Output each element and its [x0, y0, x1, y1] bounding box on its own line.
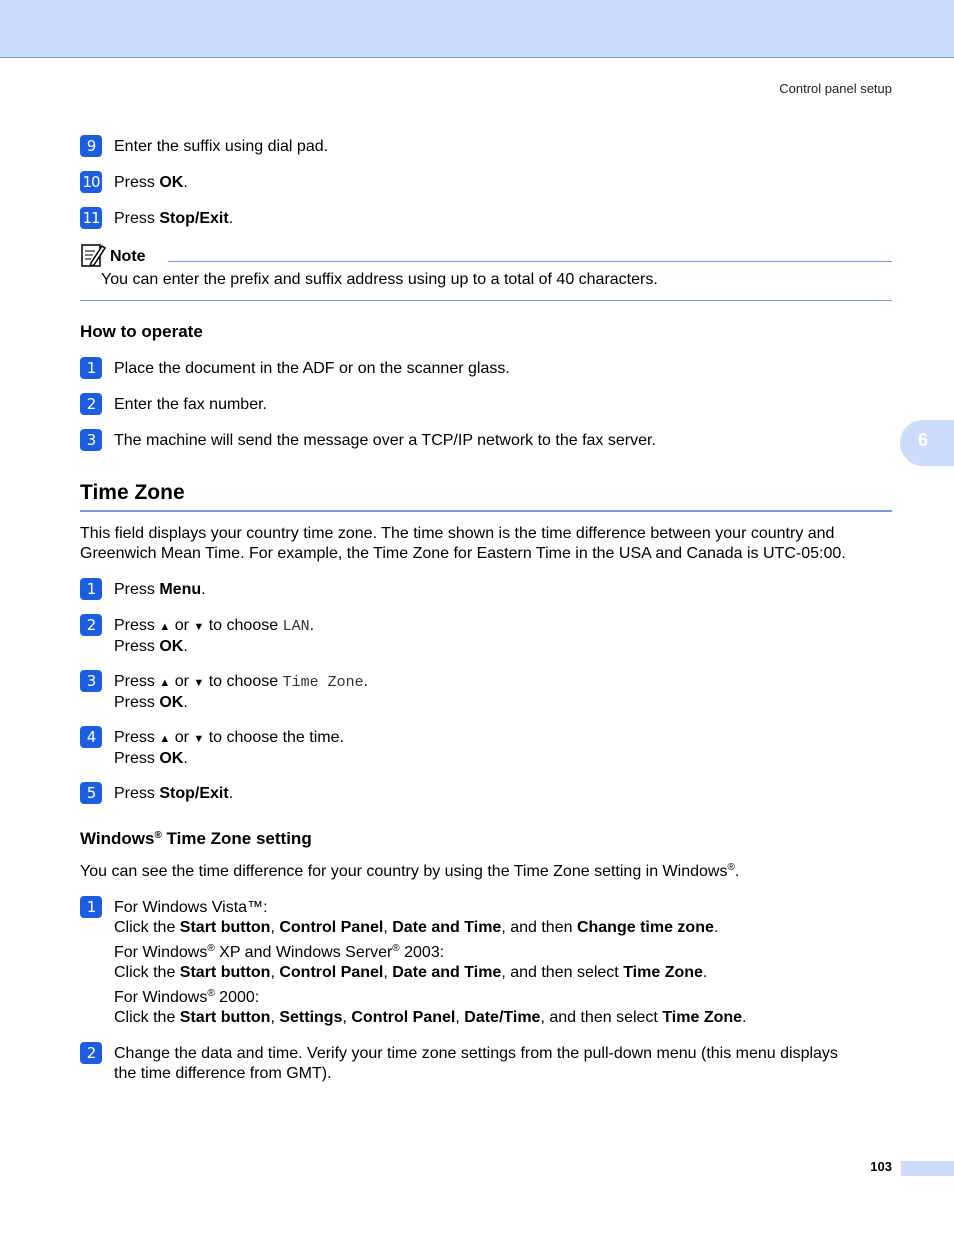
operate-step-3 — [80, 431, 656, 451]
menu-item-lan: LAN — [282, 618, 310, 635]
header-band — [0, 0, 954, 58]
tz-step-1 — [80, 580, 206, 600]
step-text: For Windows Vista™: — [114, 899, 268, 916]
step-text: Press ▲ or ▼ to choose Time Zone. — [114, 673, 369, 691]
step-text: Press Menu. — [114, 581, 206, 598]
down-arrow-icon: ▼ — [193, 733, 205, 745]
win-step-1 — [80, 898, 746, 1028]
up-arrow-icon: ▲ — [159, 733, 171, 745]
step-10 — [80, 173, 188, 193]
operate-step-1 — [80, 359, 510, 379]
step-text: Enter the fax number. — [114, 396, 267, 413]
time-zone-intro — [80, 524, 846, 564]
up-arrow-icon: ▲ — [159, 621, 171, 633]
step-text: Press Stop/Exit. — [114, 210, 234, 227]
step-text: Press Stop/Exit. — [114, 785, 234, 802]
step-text: Press OK. — [114, 694, 188, 711]
step-text: Press ▲ or ▼ to choose the time. — [114, 729, 344, 746]
step-text: Click the Start button, Settings, Control Panel, Date/Time, and then select Time Zone. — [114, 1009, 747, 1026]
section-title: Time Zone — [80, 481, 185, 504]
step-text: For Windows® XP and Windows Server® 2003: — [114, 943, 445, 961]
step-text: Press ▲ or ▼ to choose LAN. — [114, 617, 315, 635]
step-number: 1 — [80, 896, 102, 918]
step-number: 1 — [80, 578, 102, 600]
note-pencil-icon — [80, 242, 106, 268]
up-arrow-icon: ▲ — [159, 677, 171, 689]
tz-step-2 — [80, 616, 314, 657]
step-9 — [80, 137, 328, 157]
tz-step-3 — [80, 672, 368, 713]
step-text: Press OK. — [114, 174, 188, 191]
step-number: 9 — [80, 135, 102, 157]
step-number: 1 — [80, 357, 102, 379]
down-arrow-icon: ▼ — [193, 621, 205, 633]
step-text: Press OK. — [114, 750, 188, 767]
step-number: 2 — [80, 1042, 102, 1064]
step-number: 3 — [80, 429, 102, 451]
step-number: 10 — [80, 171, 102, 193]
page-number: 103 — [870, 1159, 892, 1174]
step-text: Enter the suffix using dial pad. — [114, 138, 329, 155]
step-number: 5 — [80, 782, 102, 804]
step-number: 3 — [80, 670, 102, 692]
step-text: Click the Start button, Control Panel, Date and Time, and then select Time Zone. — [114, 964, 708, 981]
chapter-tab — [900, 420, 954, 466]
note-divider — [80, 300, 892, 301]
operate-step-2 — [80, 395, 267, 415]
step-number: 4 — [80, 726, 102, 748]
step-text: Click the Start button, Control Panel, Date and Time, and then Change time zone. — [114, 919, 719, 936]
section-divider — [80, 510, 892, 512]
step-number: 2 — [80, 614, 102, 636]
windows-setting-intro: You can see the time difference for your country by using the Time Zone setting in Windows®. — [80, 862, 740, 880]
step-text: For Windows® 2000: — [114, 988, 260, 1006]
step-text: The machine will send the message over a TCP/IP network to the fax server. — [114, 432, 656, 449]
win-step-2 — [80, 1044, 838, 1084]
windows-setting-heading: Windows® Time Zone setting — [80, 829, 312, 848]
tz-step-5 — [80, 784, 233, 804]
menu-item-time-zone: Time Zone — [282, 674, 364, 691]
chapter-number: 6 — [917, 430, 928, 450]
intro-line: Greenwich Mean Time. For example, the Time Zone for Eastern Time in the USA and Canada is UTC-05:00. — [80, 545, 846, 562]
step-text: the time difference from GMT). — [114, 1065, 332, 1082]
how-to-operate-heading: How to operate — [80, 322, 203, 341]
note-text: You can enter the prefix and suffix address using up to a total of 40 characters. — [101, 271, 658, 288]
footer-band — [901, 1161, 954, 1176]
step-number: 11 — [80, 207, 102, 229]
down-arrow-icon: ▼ — [193, 677, 205, 689]
tz-step-4 — [80, 728, 344, 769]
step-text: Change the data and time. Verify your time zone settings from the pull-down menu (this menu displays — [114, 1045, 838, 1062]
step-11 — [80, 209, 233, 229]
intro-line: This field displays your country time zone. The time shown is the time difference between your country and — [80, 525, 835, 542]
note-label: Note — [110, 248, 146, 265]
step-text: Press OK. — [114, 638, 188, 655]
step-text: Place the document in the ADF or on the scanner glass. — [114, 360, 510, 377]
note-divider — [168, 261, 892, 262]
running-header: Control panel setup — [779, 81, 892, 96]
step-number: 2 — [80, 393, 102, 415]
